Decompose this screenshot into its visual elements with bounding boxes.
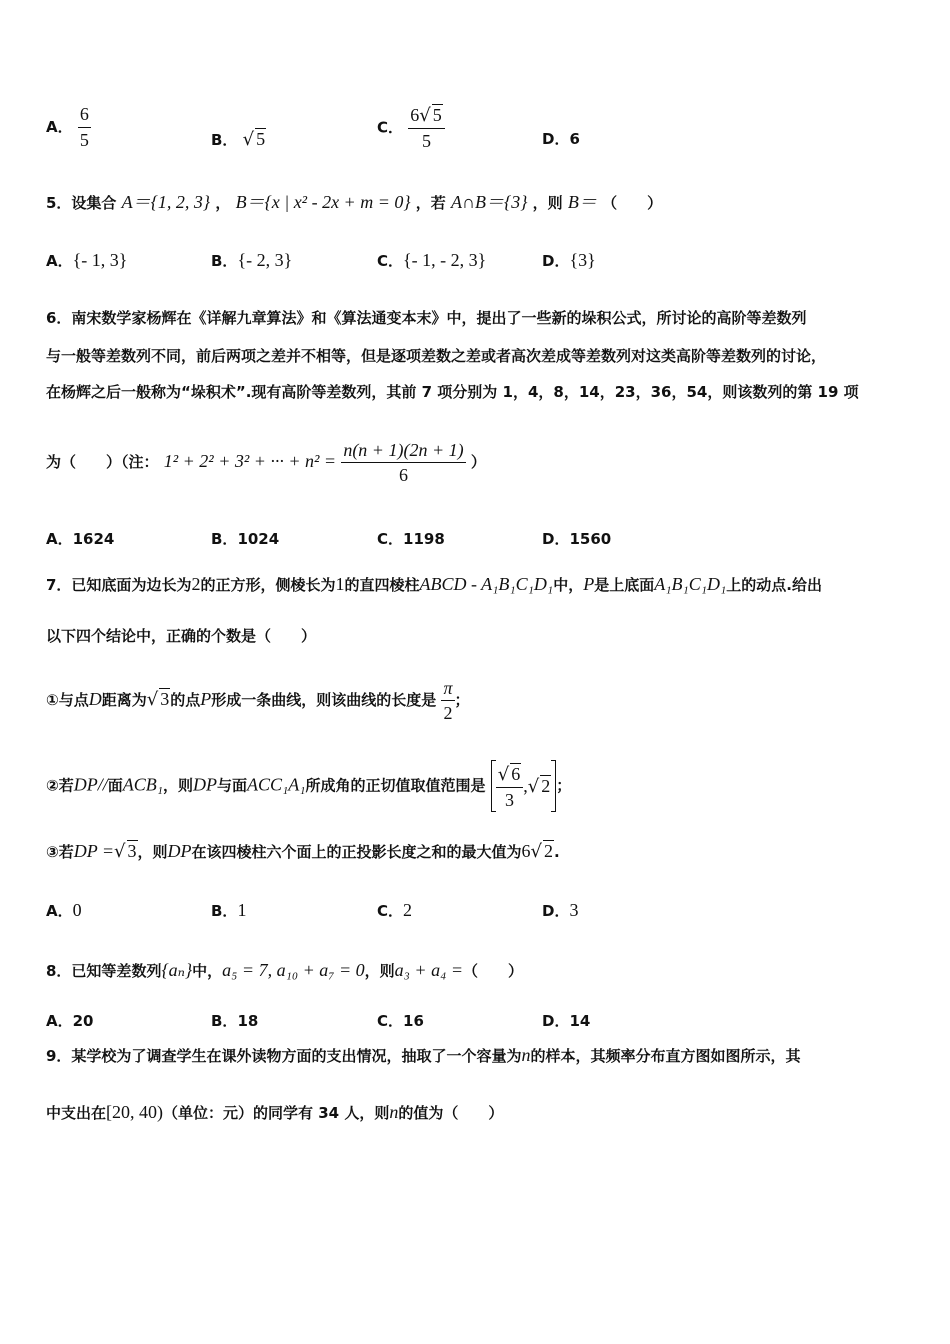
sum-of-squares-formula: 1² + 2² + 3² + ··· + n² = [163,451,337,471]
q5-option-b: B．{- 2, 3} [211,250,293,270]
question-6-line-2: 与一般等差数列不同，前后两项之差并不相等，但是逐项差数之差或者高次差成等差数列对这类高阶等差数列的讨论， [46,347,827,365]
statement-2: ②若DP//面ACB₁，则DP与面ACC₁A₁所成角的正切值取值范围是 √ 6 3 , √ 2 ； [46,760,571,812]
q8-option-c: C．16 [377,1012,424,1030]
question-6-line-1: 6．南宋数学家杨辉在《详解九章算法》和《算法通变本末》中，提出了一些新的垛积公式，所讨论的高阶等差数列 [46,309,807,327]
q7-option-d: D．3 [542,900,579,920]
q6-option-d: D．1560 [542,530,612,548]
q4-option-b: B． √ 5 [211,129,266,150]
set-b: B＝{x | x² - 2x + m = 0} [235,192,411,212]
set-a: A＝{1, 2, 3} [121,192,211,212]
statement-1: ①与点D距离为√ 3的点P形成一条曲线，则该曲线的长度是 $\frac{\pi}{2}$ ； [46,678,470,723]
fraction: √ 6 3 [496,763,523,810]
fraction: $\frac{n(n + 1)(2n + 1)}{6}$ [343,440,464,485]
sqrt-expr: √ 5 [242,129,266,150]
question-5: 5．设集合 A＝{1, 2, 3} ， B＝{x | x² - 2x + m = 0} ，若 A∩B＝{3} ，则 B＝ （ ） [46,192,663,212]
q8-option-a: A．20 [46,1012,94,1030]
question-8: 8．已知等差数列{aₙ}中，a₅ = 7, a₁₀ + a₇ = 0，则a₃ + a₄ =（ ） [46,960,523,980]
q4-option-a: A． $\frac{6}{5}$ [46,104,89,150]
question-9-line-1: 9．某学校为了调查学生在课外读物方面的支出情况，抽取了一个容量为n的样本，其频率分布直方图如图所示，其 [46,1045,801,1065]
q6-option-c: C．1198 [377,530,445,548]
question-7-line-1: 7．已知底面为边长为2的正方形，侧棱长为1的直四棱柱ABCD - A₁B₁C₁D₁中，P是上底面A₁B₁C₁D₁上的动点.给出 [46,574,822,594]
fraction: $\frac{6√ 5}{5}$ [408,104,444,152]
answer-blank: （ ） [602,194,663,212]
prism-name: ABCD - A₁B₁C₁D₁ [419,574,554,594]
fraction: $\frac{6}{5}$ [79,104,89,150]
question-6-line-4: 为（ ）（注： 1² + 2² + 3² + ··· + n² = $\frac{n(n + 1)(2n + 1)}{6}$ ） [46,440,486,485]
q7-option-b: B．1 [211,900,247,920]
fraction: $\frac{\pi}{2}$ [443,678,453,723]
q8-option-b: B．18 [211,1012,259,1030]
q5-option-a: A．{- 1, 3} [46,250,128,270]
q5-option-d: D．{3} [542,250,596,270]
given-equations: a₅ = 7, a₁₀ + a₇ = 0 [222,960,365,980]
top-face-name: A₁B₁C₁D₁ [654,574,727,594]
q6-option-b: B．1024 [211,530,280,548]
q8-option-d: D．14 [542,1012,591,1030]
q4-option-c: C． $\frac{6√ 5}{5}$ [377,104,445,152]
sequence-name: {aₙ} [161,960,193,980]
question-9-line-2: 中支出在[20, 40)（单位：元）的同学有 34 人，则n的值为（ ） [46,1102,504,1122]
question-7-line-2: 以下四个结论中，正确的个数是（ ） [46,627,317,645]
answer-blank: （ ） [462,962,523,980]
q4-option-d: D．6 [542,130,580,148]
q5-option-c: C．{- 1, - 2, 3} [377,250,487,270]
range-interval: √ 6 3 , √ 2 [491,760,556,812]
interval: [20, 40) [106,1102,164,1122]
question-6-line-3: 在杨辉之后一般称为“垛积术”.现有高阶等差数列，其前 7 项分别为 1，4，8，14，23，36，54，则该数列的第 19 项 [46,383,859,401]
intersection-condition: A∩B＝{3} [451,192,528,212]
q7-option-a: A．0 [46,900,82,920]
q6-option-a: A．1624 [46,530,115,548]
q7-option-c: C．2 [377,900,413,920]
statement-3: ③若DP =√ 3，则DP在该四棱柱六个面上的正投影长度之和的最大值为6√ 2. [46,841,560,862]
